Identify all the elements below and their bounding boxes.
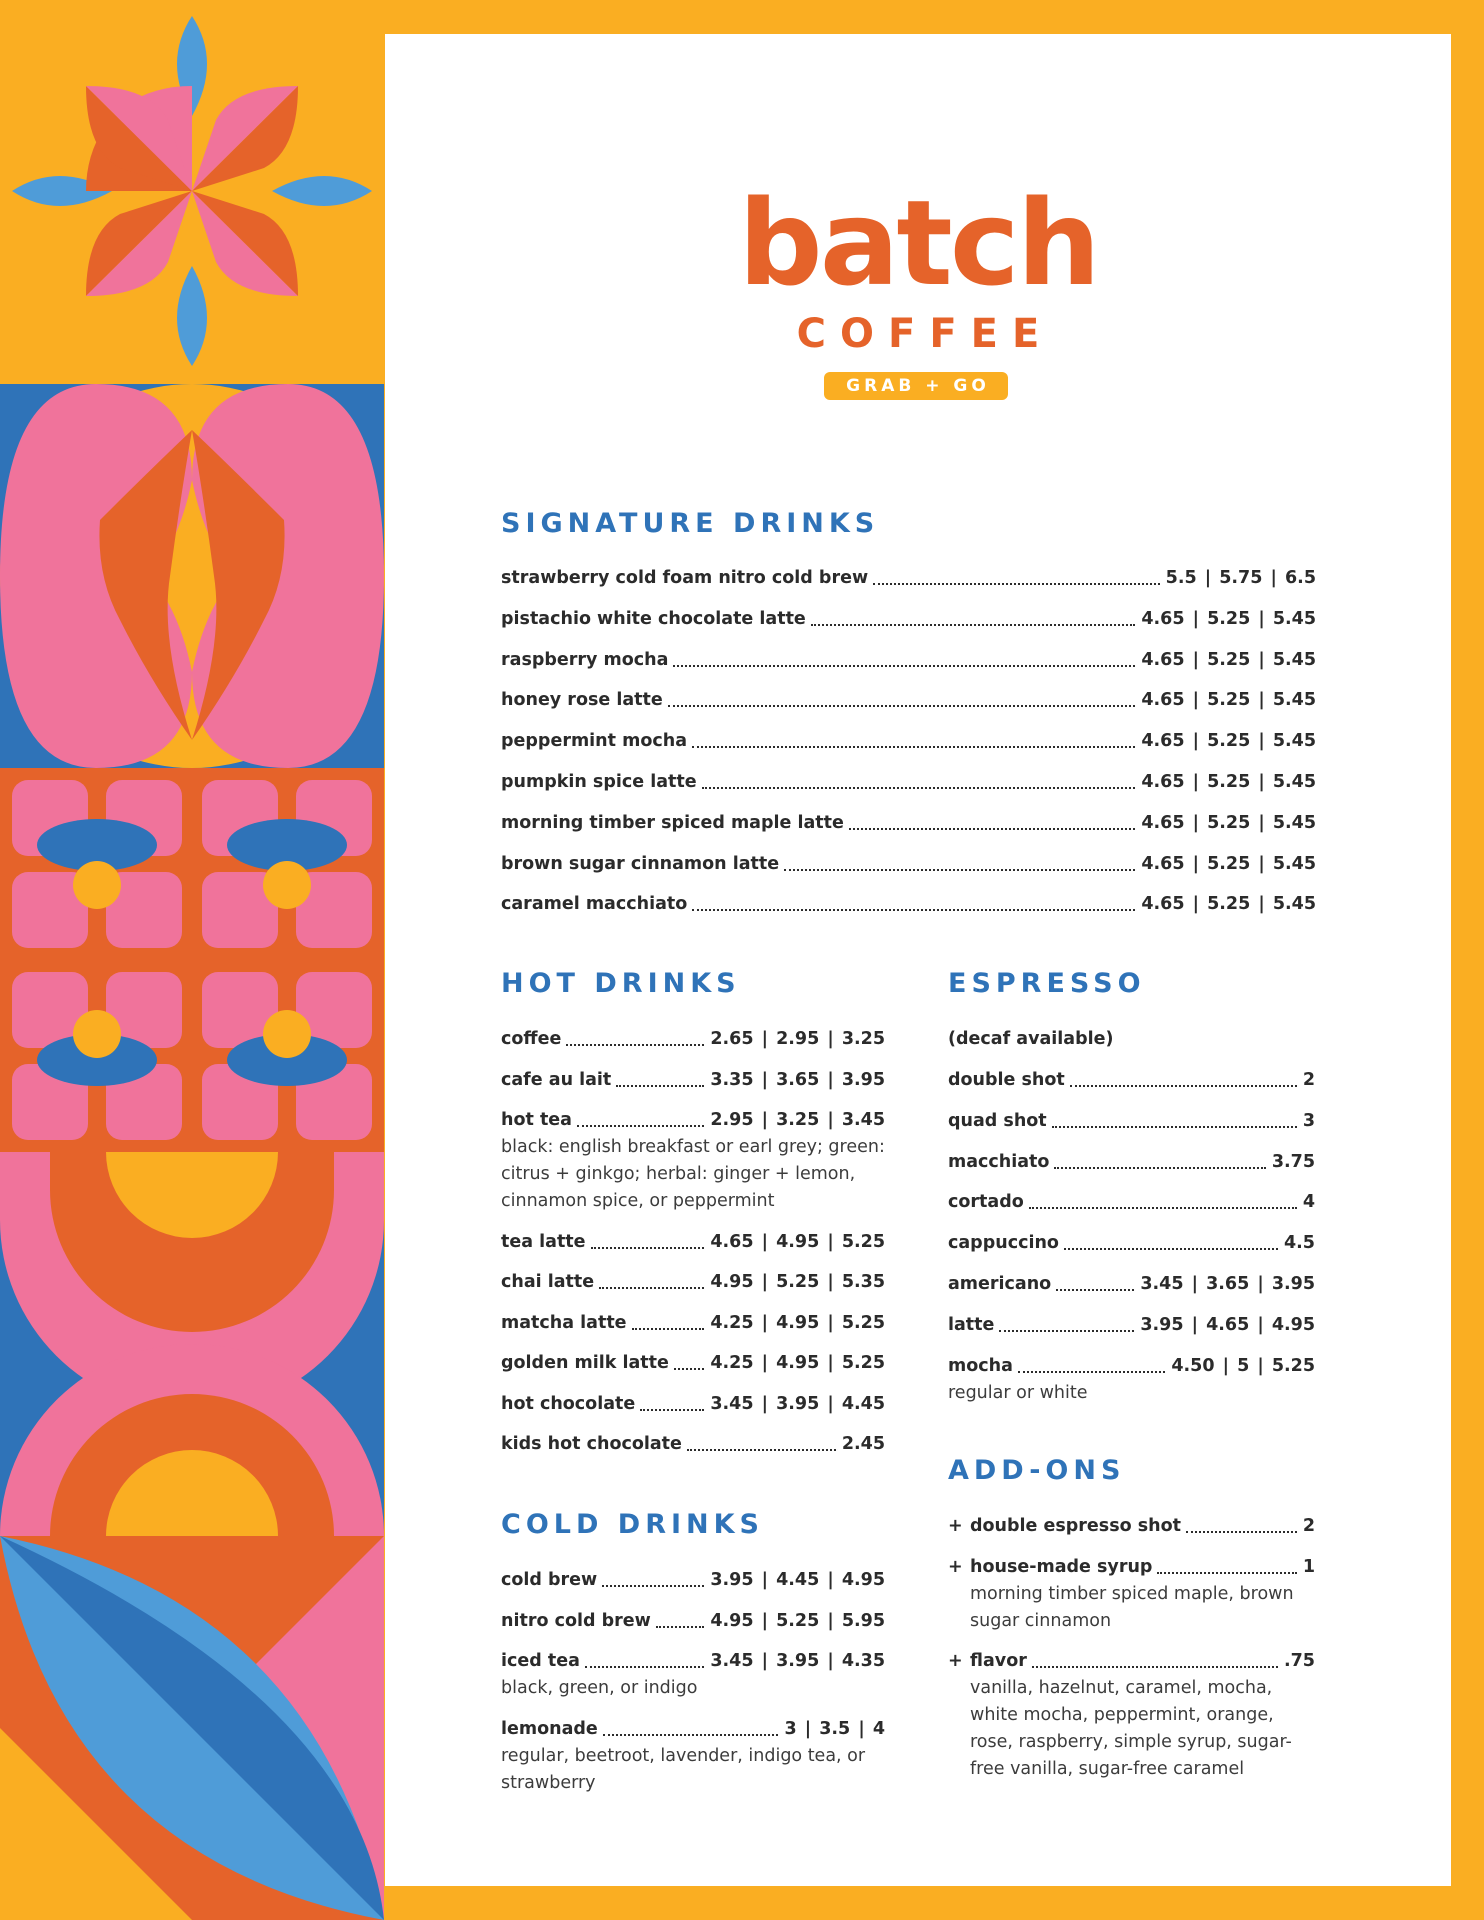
menu-item-name: coffee xyxy=(501,1029,562,1049)
menu-item-row xyxy=(501,728,1316,755)
menu-item-name: nitro cold brew xyxy=(501,1610,651,1631)
menu-item xyxy=(501,891,1316,918)
menu-item-name: kids hot chocolate xyxy=(501,1434,682,1454)
decorative-pattern-sidebar xyxy=(0,0,384,1920)
menu-item-description: morning timber spiced maple, brown sugar cinnamon xyxy=(970,1583,1294,1631)
menu-item-price: 4.95 | 5.25 | 5.35 xyxy=(710,1272,885,1292)
menu-item-row xyxy=(501,1067,885,1094)
dot-leader xyxy=(591,1247,705,1249)
dot-leader xyxy=(640,1409,704,1411)
dot-leader xyxy=(674,1368,704,1370)
menu-item-row xyxy=(501,1310,885,1337)
menu-item-name: hot chocolate xyxy=(501,1393,636,1414)
dot-leader xyxy=(1070,1085,1297,1087)
addon-prefix: + xyxy=(948,1516,963,1536)
menu-item-row xyxy=(501,810,1316,837)
brand-logo: batch xyxy=(738,174,1098,312)
addons-title: ADD-ONS xyxy=(948,1455,1126,1486)
menu-item-name: americano xyxy=(948,1273,1052,1294)
menu-item-name: quad shot xyxy=(948,1110,1047,1131)
menu-item-name: morning timber spiced maple latte xyxy=(501,812,844,833)
dot-leader xyxy=(1032,1666,1278,1668)
menu-item-name: matcha latte xyxy=(501,1312,627,1333)
menu-panel xyxy=(385,34,1451,1886)
menu-item xyxy=(501,1269,885,1296)
menu-item-row xyxy=(948,1312,1315,1339)
menu-item-price: 5.5 | 5.75 | 6.5 xyxy=(1165,568,1316,588)
menu-item xyxy=(501,851,1316,878)
menu-item-name: latte xyxy=(948,1314,995,1335)
menu-item xyxy=(948,1648,1315,1783)
menu-item-name: cappuccino xyxy=(948,1233,1059,1254)
menu-item-price: 2.95 | 3.25 | 3.45 xyxy=(710,1110,885,1130)
menu-item-description: black, green, or indigo xyxy=(501,1678,698,1698)
espresso-list xyxy=(948,1067,1315,1420)
menu-item-price: 2 xyxy=(1302,1070,1315,1090)
menu-item-price: 4.50 | 5 | 5.25 xyxy=(1171,1355,1315,1376)
flower-grid-tile xyxy=(0,768,384,1152)
hot-list xyxy=(501,1026,885,1472)
dot-leader xyxy=(1054,1167,1265,1169)
menu-item-price: 4.25 | 4.95 | 5.25 xyxy=(710,1353,885,1373)
menu-item-name: pistachio white chocolate latte xyxy=(501,608,806,629)
dot-leader xyxy=(566,1044,704,1046)
dot-leader xyxy=(577,1125,704,1127)
menu-item xyxy=(501,1648,885,1702)
dot-leader xyxy=(784,869,1135,871)
menu-item-name: pumpkin spice latte xyxy=(501,771,697,792)
dot-leader xyxy=(999,1330,1134,1332)
menu-item xyxy=(948,1271,1315,1298)
menu-item-price: 3 xyxy=(1302,1110,1315,1131)
menu-item-price: 4.95 | 5.25 | 5.95 xyxy=(710,1610,885,1631)
addon-prefix: + xyxy=(948,1556,963,1577)
menu-item xyxy=(948,1312,1315,1339)
flower-tile xyxy=(0,0,384,384)
menu-item-name: honey rose latte xyxy=(501,690,663,711)
menu-item xyxy=(501,1067,885,1094)
menu-item xyxy=(501,1310,885,1337)
cold-title: COLD DRINKS xyxy=(501,1509,764,1540)
blob-tile xyxy=(0,384,384,768)
menu-item-row xyxy=(948,1067,1315,1094)
menu-item xyxy=(501,1229,885,1256)
menu-item-row xyxy=(501,1269,885,1296)
menu-item-name: strawberry cold foam nitro cold brew xyxy=(501,568,869,588)
menu-item xyxy=(948,1149,1315,1176)
menu-item-price: 4.65 | 5.25 | 5.45 xyxy=(1141,690,1316,711)
menu-item xyxy=(501,1391,885,1418)
menu-item-price: 3.45 | 3.95 | 4.35 xyxy=(710,1651,885,1671)
menu-item-price: 3 | 3.5 | 4 xyxy=(784,1718,885,1739)
menu-item-name: macchiato xyxy=(948,1151,1050,1172)
menu-item xyxy=(501,728,1316,755)
menu-item-price: 4.5 xyxy=(1283,1233,1315,1254)
tagline-badge: GRAB + GO xyxy=(824,372,1008,400)
addon-prefix: + xyxy=(948,1651,963,1671)
menu-item xyxy=(948,1189,1315,1216)
dot-leader xyxy=(849,828,1135,830)
menu-item-name: golden milk latte xyxy=(501,1353,669,1373)
leaf-tile xyxy=(0,1536,384,1920)
menu-item xyxy=(501,1608,885,1635)
dot-leader xyxy=(603,1734,779,1736)
menu-item-name: mocha xyxy=(948,1355,1013,1376)
menu-item xyxy=(948,1067,1315,1094)
menu-item-name: hot tea xyxy=(501,1110,572,1130)
menu-item xyxy=(501,647,1316,674)
dot-leader xyxy=(632,1328,705,1330)
menu-item-price: 2.45 xyxy=(841,1434,885,1454)
dot-leader xyxy=(616,1085,704,1087)
arch-tile xyxy=(0,1152,384,1536)
menu-item-price: 3.75 xyxy=(1271,1151,1315,1172)
dot-leader xyxy=(873,583,1160,585)
menu-item-price: 4.65 | 5.25 | 5.45 xyxy=(1141,812,1316,833)
dot-leader xyxy=(687,1449,836,1451)
dot-leader xyxy=(673,665,1135,667)
dot-leader xyxy=(585,1666,704,1668)
menu-item-row xyxy=(948,1149,1315,1176)
dot-leader xyxy=(668,705,1136,707)
dot-leader xyxy=(811,624,1136,626)
menu-item xyxy=(501,1567,885,1594)
menu-item-price: 4.65 | 5.25 | 5.45 xyxy=(1141,608,1316,629)
menu-item-row xyxy=(501,687,1316,714)
menu-item-row xyxy=(948,1108,1315,1135)
menu-item-row xyxy=(948,1271,1315,1298)
menu-item-price: 3.35 | 3.65 | 3.95 xyxy=(710,1069,885,1090)
menu-item-row xyxy=(501,1350,885,1377)
menu-item-price: 2.65 | 2.95 | 3.25 xyxy=(710,1029,885,1049)
dot-leader xyxy=(1052,1126,1297,1128)
menu-item xyxy=(948,1554,1315,1635)
menu-item-row xyxy=(948,1353,1315,1380)
menu-item-price: 3.45 | 3.95 | 4.45 xyxy=(710,1393,885,1414)
dot-leader xyxy=(1029,1207,1297,1209)
menu-item xyxy=(501,606,1316,633)
menu-item xyxy=(501,565,1316,592)
menu-item-name: cold brew xyxy=(501,1570,598,1590)
menu-item xyxy=(501,1107,885,1215)
menu-item-description: vanilla, hazelnut, caramel, mocha, white mocha, peppermint, orange, rose, raspberry, simple syrup, sugar-free vanilla, sugar-free caramel xyxy=(970,1678,1292,1779)
menu-item-description: black: english breakfast or earl grey; green: citrus + ginkgo; herbal: ginger + lemon, cinnamon spice, or peppermint xyxy=(501,1137,885,1211)
dot-leader xyxy=(602,1585,704,1587)
menu-item xyxy=(501,1350,885,1377)
menu-item-row xyxy=(948,1189,1315,1216)
dot-leader xyxy=(692,909,1135,911)
addons-list xyxy=(948,1513,1315,1797)
menu-item-description: regular, beetroot, lavender, indigo tea, or strawberry xyxy=(501,1745,866,1793)
menu-item-price: 4.65 | 5.25 | 5.45 xyxy=(1141,771,1316,792)
menu-item-price: 4.65 | 5.25 | 5.45 xyxy=(1141,649,1316,670)
menu-item-name: flavor xyxy=(970,1651,1027,1671)
menu-item-row xyxy=(501,851,1316,878)
menu-item-price: 1 xyxy=(1302,1556,1315,1577)
menu-item-row xyxy=(501,769,1316,796)
menu-item-row xyxy=(501,1567,885,1594)
menu-item-row xyxy=(501,1391,885,1418)
menu-item-name: iced tea xyxy=(501,1651,580,1671)
menu-item xyxy=(948,1108,1315,1135)
menu-item-price: 4 xyxy=(1302,1192,1315,1213)
menu-item-row xyxy=(501,1608,885,1635)
dot-leader xyxy=(1157,1572,1296,1574)
menu-item-row xyxy=(501,1026,885,1053)
dot-leader xyxy=(1056,1289,1134,1291)
menu-item-row xyxy=(948,1648,1315,1675)
hot-title: HOT DRINKS xyxy=(501,968,741,999)
menu-item-price: 2 xyxy=(1302,1516,1315,1536)
dot-leader xyxy=(599,1287,704,1289)
menu-item xyxy=(501,1026,885,1053)
dot-leader xyxy=(656,1626,705,1628)
menu-item xyxy=(501,1716,885,1797)
menu-item xyxy=(948,1353,1315,1407)
menu-item-price: 3.45 | 3.65 | 3.95 xyxy=(1140,1273,1315,1294)
brand-subname: COFFEE xyxy=(796,311,1054,357)
decaf-note: (decaf available) xyxy=(948,1029,1114,1049)
menu-item-price: 4.65 | 5.25 | 5.45 xyxy=(1141,853,1316,874)
menu-item-row xyxy=(501,1648,885,1675)
menu-item-name: cafe au lait xyxy=(501,1069,612,1090)
menu-item-row xyxy=(501,891,1316,918)
menu-item xyxy=(501,687,1316,714)
menu-item xyxy=(501,810,1316,837)
menu-item xyxy=(948,1513,1315,1540)
dot-leader xyxy=(702,787,1136,789)
menu-item xyxy=(501,769,1316,796)
menu-item xyxy=(948,1230,1315,1257)
menu-item-name: double shot xyxy=(948,1070,1065,1090)
menu-item-price: .75 xyxy=(1283,1651,1315,1671)
menu-item-row xyxy=(948,1513,1315,1540)
menu-item-price: 4.65 | 4.95 | 5.25 xyxy=(710,1231,885,1252)
menu-item-row xyxy=(501,647,1316,674)
menu-item-name: house-made syrup xyxy=(970,1556,1153,1577)
menu-item-price: 3.95 | 4.45 | 4.95 xyxy=(710,1570,885,1590)
menu-item-row xyxy=(948,1230,1315,1257)
menu-item-price: 4.65 | 5.25 | 5.45 xyxy=(1141,894,1316,915)
menu-item-row xyxy=(501,1716,885,1743)
menu-item-row xyxy=(501,565,1316,592)
espresso-title: ESPRESSO xyxy=(948,968,1146,999)
menu-item-name: tea latte xyxy=(501,1231,586,1252)
dot-leader xyxy=(1186,1531,1297,1533)
menu-item-name: peppermint mocha xyxy=(501,731,687,752)
signature-list xyxy=(501,565,1316,932)
signature-title: SIGNATURE DRINKS xyxy=(501,508,880,539)
dot-leader xyxy=(692,746,1135,748)
menu-item-row xyxy=(501,1107,885,1134)
menu-item-name: brown sugar cinnamon latte xyxy=(501,853,780,874)
menu-item-row xyxy=(501,1431,885,1458)
dot-leader xyxy=(1018,1371,1165,1373)
menu-item-price: 4.25 | 4.95 | 5.25 xyxy=(710,1312,885,1333)
dot-leader xyxy=(1064,1248,1278,1250)
menu-item-name: caramel macchiato xyxy=(501,894,688,915)
menu-item-row xyxy=(501,1229,885,1256)
menu-item-name: chai latte xyxy=(501,1272,595,1292)
menu-item-name: raspberry mocha xyxy=(501,649,669,670)
menu-item-name: lemonade xyxy=(501,1718,598,1739)
menu-item-price: 3.95 | 4.65 | 4.95 xyxy=(1140,1314,1315,1335)
menu-item-name: double espresso shot xyxy=(970,1516,1182,1536)
menu-item-description: regular or white xyxy=(948,1382,1088,1403)
menu-item-row xyxy=(501,606,1316,633)
menu-item xyxy=(501,1431,885,1458)
menu-item-row xyxy=(948,1554,1315,1581)
cold-list xyxy=(501,1567,885,1810)
menu-item-name: cortado xyxy=(948,1192,1024,1213)
menu-item-price: 4.65 | 5.25 | 5.45 xyxy=(1141,731,1316,752)
